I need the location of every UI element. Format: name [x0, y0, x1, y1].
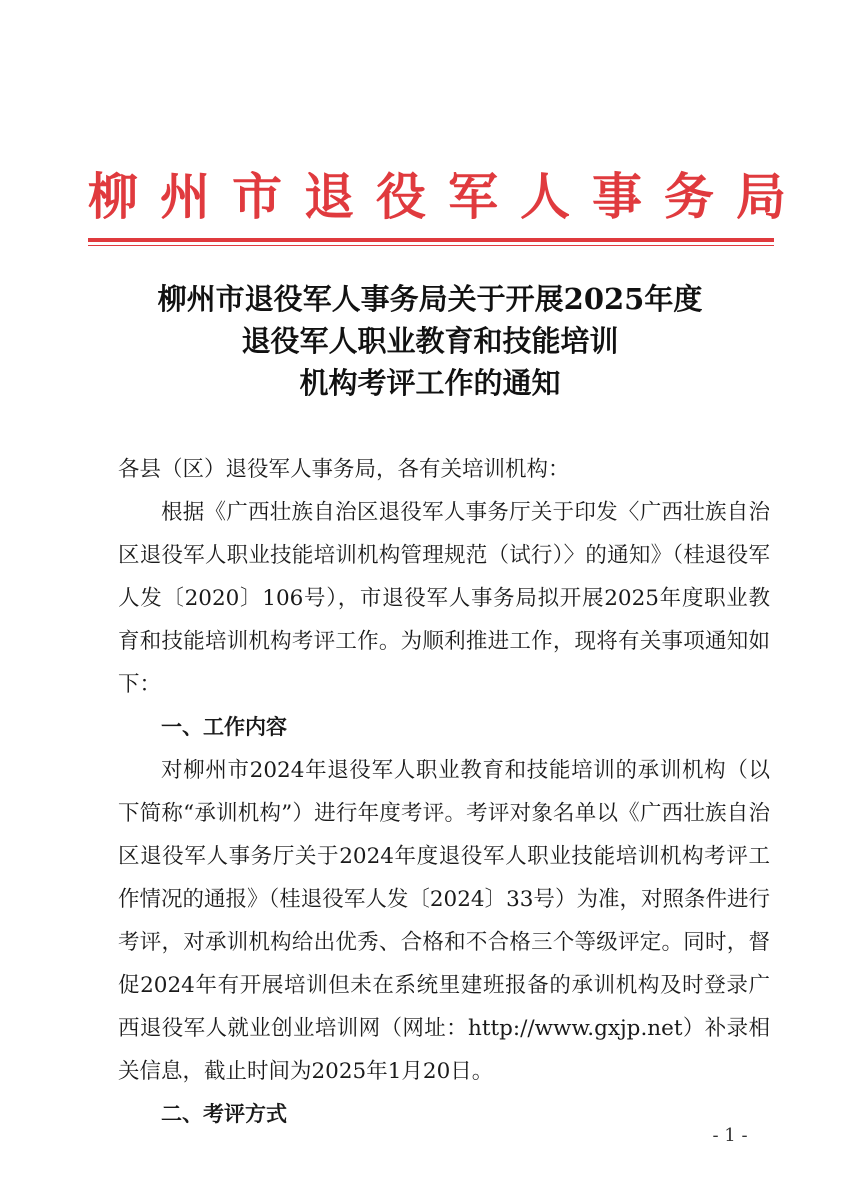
title-line-3: 机构考评工作的通知 — [299, 366, 561, 400]
masthead-red-rule — [88, 238, 774, 242]
document-body — [118, 448, 770, 1136]
paragraph-work-content: 对柳州市2024年退役军人职业教育和技能培训的承训机构（以下简称“承训机构”）进行年度考评。考评对象名单以《广西壮族自治区退役军人事务厅关于2024年度退役军人职业技能培训机构考评工作情况的通报》（桂退役军人发〔2024〕33号）为准，对照条件进行考评，对承训机构给出优秀、合格和不合格三个等级评定。同时，督促2024年有开展培训但未在系统里建班报备的承训机构及时登录广西退役军人就业创业培训网（网址：http://www.gxjp.net）补录相关信息，截止时间为2025年1月20日。 — [118, 758, 770, 1084]
title-line-2: 退役军人职业教育和技能培训 — [241, 324, 619, 358]
page-number: - 1 - — [712, 1125, 748, 1146]
section-heading-1: 一、工作内容 — [161, 715, 287, 739]
paragraph-intro: 根据《广西壮族自治区退役军人事务厅关于印发〈广西壮族自治区退役军人职业技能培训机构管理规范（试行）〉的通知》（桂退役军人发〔2020〕106号），市退役军人事务局拟开展2025年度职业教育和技能培训机构考评工作。为顺利推进工作，现将有关事项通知如下： — [118, 500, 770, 697]
masthead-red-rule-thin — [88, 245, 774, 246]
salutation: 各县（区）退役军人事务局，各有关培训机构： — [118, 457, 570, 482]
title-line-1: 柳州市退役军人事务局关于开展2025年度 — [157, 282, 703, 316]
masthead-organization: 柳州市退役军人事务局 — [88, 168, 808, 226]
document-title — [90, 278, 770, 404]
section-heading-2: 二、考评方式 — [161, 1102, 287, 1126]
